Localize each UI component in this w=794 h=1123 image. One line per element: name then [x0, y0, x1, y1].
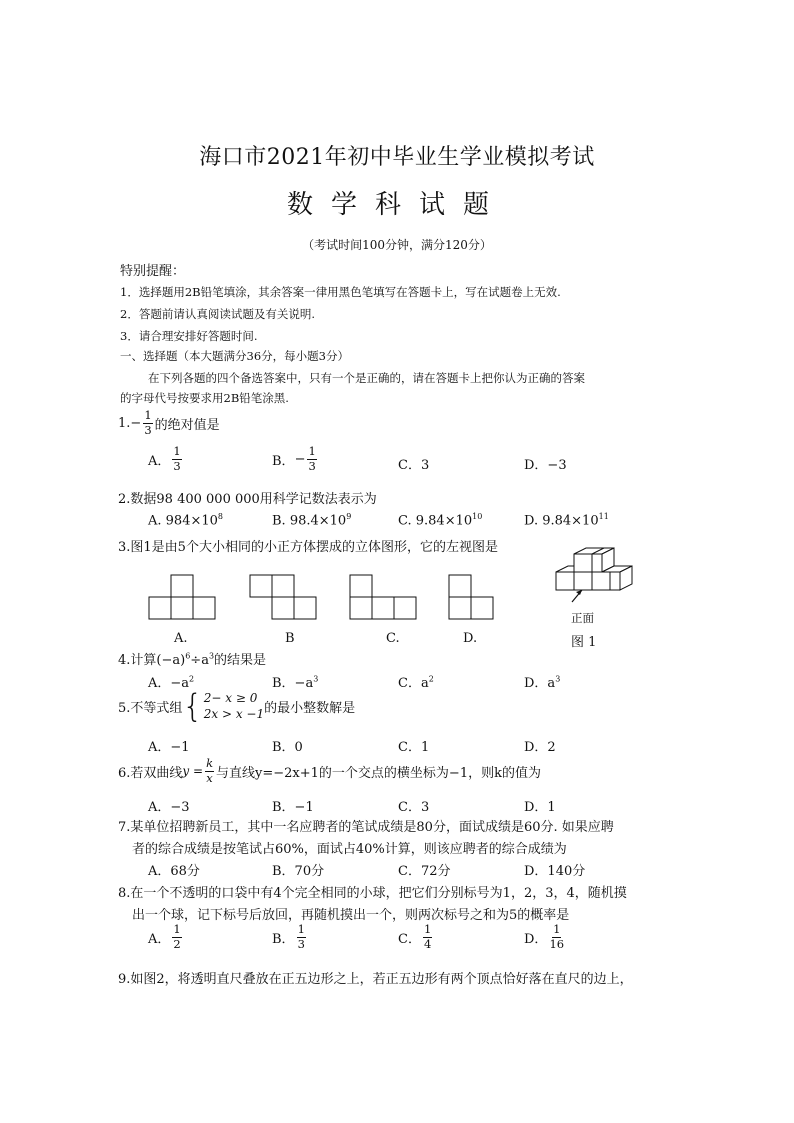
- option-a: A. $984\times 10^8$: [148, 512, 223, 529]
- figure-1-cubes: [548, 544, 638, 614]
- exam-title: 海口市2021年初中毕业生学业模拟考试: [199, 145, 595, 170]
- inequality-system: [182, 687, 265, 726]
- question-7-line: 者的综合成绩是按笔试占60%，面试占40%计算，则该应聘者的综合成绩为: [132, 842, 567, 857]
- question-3: 3.图1是由5个大小相同的小正方体摆成的立体图形，它的左视图是: [118, 540, 498, 555]
- fraction: $\frac{1}{4}$: [423, 922, 432, 951]
- fraction: [172, 446, 181, 472]
- minus-sign: −: [294, 451, 306, 467]
- option-d: D. $9.84\times 10^{11}$: [524, 512, 609, 529]
- view-label-c: C.: [386, 631, 400, 646]
- fraction: [143, 410, 152, 436]
- question-9-line: 9.如图2，将透明直尺叠放在正五边形之上，若正五边形有两个顶点恰好落在直尺的边上，: [118, 972, 633, 987]
- question-6: [118, 758, 541, 784]
- question-stem: 的绝对值是: [154, 417, 220, 433]
- fraction: [205, 758, 214, 784]
- option-b: B． $\frac{1}{3}$: [272, 922, 305, 951]
- question-8-line: 8.在一个不透明的口袋中有4个完全相同的小球，把它们分别标号为1，2，3，4，随机摸: [118, 886, 627, 901]
- option-d: D．1: [524, 800, 556, 815]
- fraction: [307, 446, 316, 472]
- option-label: B．: [272, 453, 295, 469]
- fraction-denominator: x: [206, 770, 213, 785]
- question-stem: 6.若双曲线: [118, 765, 183, 781]
- fraction-numerator: 1: [173, 444, 181, 458]
- inequality-row: 2− x ≥ 0: [203, 691, 258, 705]
- option-d: D．2: [524, 740, 556, 755]
- option-c: C．72分: [398, 864, 451, 879]
- note-item: 3．请合理安排好答题时间.: [120, 329, 258, 343]
- question-2: 2.数据98 400 000 000用科学记数法表示为: [118, 492, 377, 507]
- q3-view-options: [140, 565, 510, 625]
- subject-title: 数学科试题: [286, 190, 507, 220]
- exam-info: （考试时间100分钟，满分120分）: [302, 238, 492, 252]
- fraction-denominator: 3: [144, 422, 152, 437]
- question-stem: 的最小整数解是: [264, 700, 356, 716]
- fraction-numerator: 1: [144, 408, 152, 422]
- question-5: [118, 687, 356, 726]
- question-8-line: 出一个球，记下标号后放回，再随机摸出一个，则两次标号之和为5的概率是: [132, 908, 570, 923]
- section-heading: 一、选择题（本大题满分36分，每小题3分）: [120, 349, 349, 363]
- option-b: B．$-a^3$: [272, 674, 319, 691]
- note-item: 2．答题前请认真阅读试题及有关说明.: [120, 307, 315, 321]
- option-c: C．3: [398, 800, 430, 815]
- equation-lhs: y =: [182, 764, 204, 778]
- section-instruction: 在下列各题的四个备选答案中，只有一个是正确的，请在答题卡上把你认为正确的答案: [148, 371, 585, 385]
- fraction: $\frac{1}{16}$: [549, 922, 565, 951]
- minus-sign: −: [130, 415, 142, 431]
- view-option-a: [149, 575, 215, 619]
- option-b: B．70分: [272, 864, 325, 879]
- option-d: D．−3: [524, 458, 567, 473]
- option-b: B．0: [272, 740, 303, 755]
- option-a: A．$-a^2$: [148, 674, 195, 691]
- question-stem: 5.不等式组: [118, 700, 183, 716]
- view-option-b: [250, 575, 316, 619]
- question-4: 4.计算$(-a)^6\div a^3$的结果是: [118, 651, 267, 668]
- figure-caption: 图 1: [571, 635, 597, 650]
- view-label-a: A.: [174, 631, 188, 646]
- view-option-c: [350, 575, 416, 619]
- fraction-denominator: 3: [173, 458, 181, 473]
- fraction-denominator: 3: [308, 458, 316, 473]
- option-a: [148, 446, 184, 472]
- view-option-d: [449, 575, 493, 619]
- option-c: C．1: [398, 740, 430, 755]
- notes-heading: 特别提醒：: [120, 264, 186, 279]
- option-b: B. $98.4\times 10^9$: [272, 512, 352, 529]
- option-d: D．$a^3$: [524, 674, 561, 691]
- question-1: [118, 410, 220, 436]
- option-a: A．−1: [148, 740, 190, 755]
- fraction-numerator: k: [206, 756, 214, 770]
- option-c: C. $9.84\times 10^{10}$: [398, 512, 483, 529]
- option-a: A．68分: [148, 864, 200, 879]
- fraction: $\frac{1}{3}$: [297, 922, 305, 951]
- view-label-b: B: [285, 631, 295, 646]
- fraction: $\frac{1}{2}$: [173, 922, 181, 951]
- option-c: C． $\frac{1}{4}$: [398, 922, 432, 951]
- question-7-line: 7.某单位招聘新员工，其中一名应聘者的笔试成绩是80分，面试成绩是60分. 如果应聘: [118, 820, 614, 835]
- option-c: C．$a^2$: [398, 674, 434, 691]
- option-a: A． $\frac{1}{2}$: [148, 922, 181, 951]
- question-number: 1.: [118, 415, 131, 431]
- fraction-numerator: 1: [308, 444, 316, 458]
- option-label: A．: [148, 453, 171, 469]
- section-instruction: 的字母代号按要求用2B铅笔涂黑.: [120, 391, 289, 405]
- note-item: 1．选择题用2B铅笔填涂，其余答案一律用黑色笔填写在答题卡上，写在试题卷上无效.: [120, 285, 561, 299]
- option-b: B．−1: [272, 800, 314, 815]
- option-c: C．3: [398, 458, 430, 473]
- option-d: D． $\frac{1}{16}$: [524, 922, 565, 951]
- option-b: [272, 446, 319, 472]
- figure-front-label: 正面: [571, 611, 594, 625]
- brace-icon: {: [182, 687, 203, 726]
- view-label-d: D.: [463, 631, 478, 646]
- option-a: A．−3: [148, 800, 190, 815]
- option-d: D．140分: [524, 864, 586, 879]
- inequality-row: 2x > x −1: [203, 707, 265, 722]
- question-stem: 与直线y=−2x+1的一个交点的横坐标为−1，则k的值为: [216, 765, 541, 781]
